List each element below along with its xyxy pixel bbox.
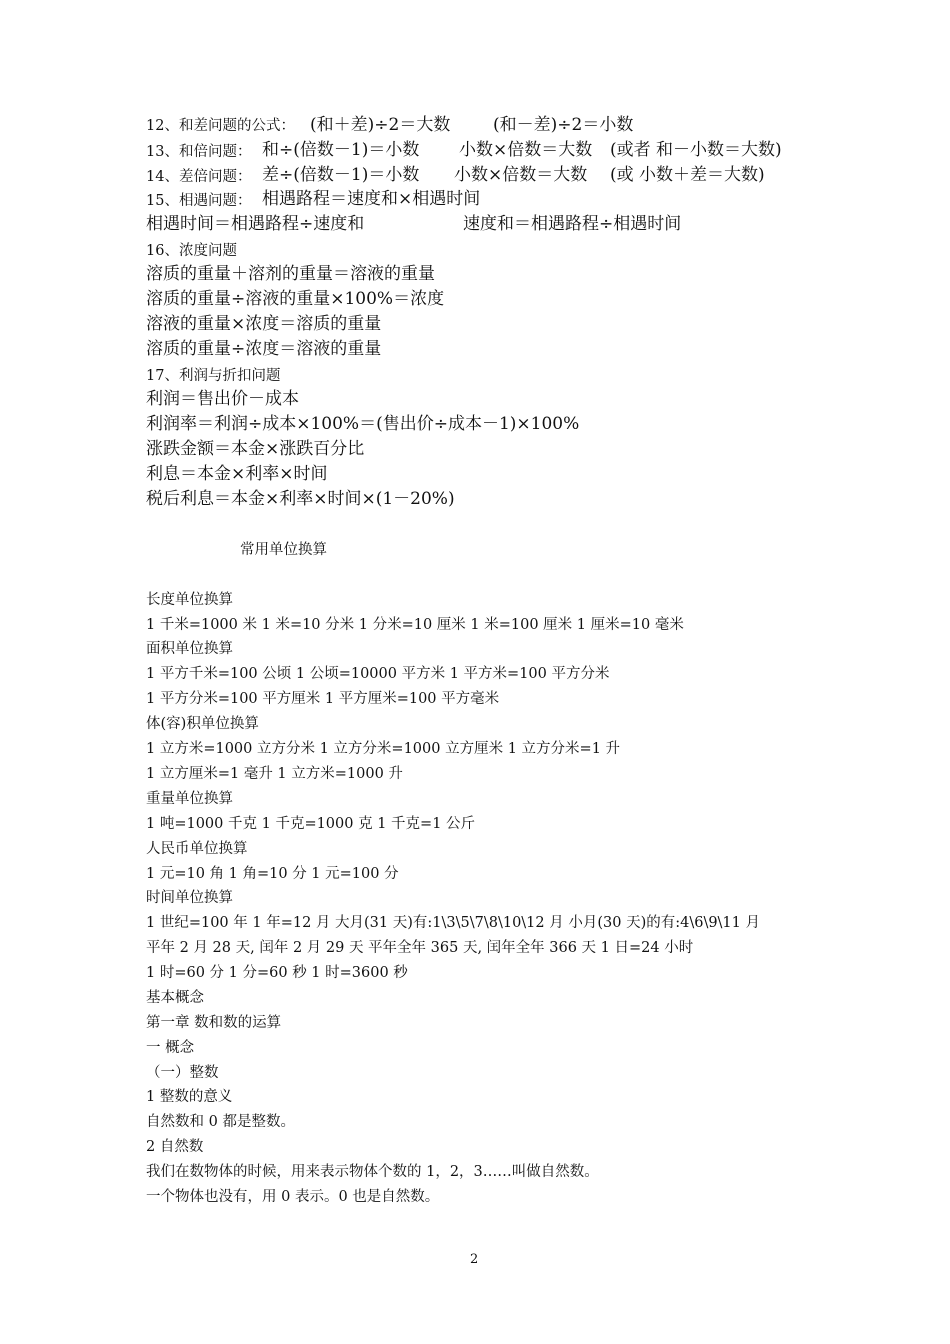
problem-15-formula-2: 相遇时间＝相遇路程÷速度和: [146, 214, 365, 234]
profit-formula-2: 利润率＝利润÷成本×100%＝(售出价÷成本－1)×100%: [146, 414, 580, 434]
problem-15-formula-3: 速度和＝相遇路程÷相遇时间: [463, 214, 682, 234]
concentration-formula-4: 溶质的重量÷浓度＝溶液的重量: [146, 339, 382, 359]
item-2-text-1: 我们在数物体的时候，用来表示物体个数的 1，2，3……叫做自然数。: [146, 1164, 599, 1180]
problem-13-formula-2: 小数×倍数＝大数: [459, 140, 593, 160]
time-units-line-3: 1 时=60 分 1 分=60 秒 1 时=3600 秒: [146, 965, 408, 981]
problem-14-formula-2: 小数×倍数＝大数: [454, 165, 588, 185]
problem-12-formula-2: (和－差)÷2＝小数: [493, 115, 634, 135]
chapter-heading: 第一章 数和数的运算: [146, 1015, 282, 1031]
profit-formula-1: 利润＝售出价－成本: [146, 389, 299, 409]
subsection-heading: （一）整数: [146, 1065, 219, 1081]
profit-formula-5: 税后利息＝本金×利率×时间×(1－20%): [146, 489, 455, 509]
time-units-line-2: 平年 2 月 28 天, 闰年 2 月 29 天 平年全年 365 天, 闰年全年 366 天 1 日=24 小时: [146, 940, 694, 956]
time-units-heading: 时间单位换算: [146, 890, 233, 906]
item-2-heading: 2 自然数: [146, 1139, 204, 1155]
area-units-heading: 面积单位换算: [146, 641, 233, 657]
problem-13-formula-1: 和÷(倍数－1)＝小数: [262, 140, 420, 160]
basic-concepts-heading: 基本概念: [146, 990, 204, 1006]
rmb-units-line: 1 元=10 角 1 角=10 分 1 元=100 分: [146, 866, 399, 882]
concentration-formula-2: 溶质的重量÷溶液的重量×100%＝浓度: [146, 289, 445, 309]
concentration-formula-3: 溶液的重量×浓度＝溶质的重量: [146, 314, 382, 334]
item-1-heading: 1 整数的意义: [146, 1089, 233, 1105]
length-units-line: 1 千米=1000 米 1 米=10 分米 1 分米=10 厘米 1 米=100 厘米 1 厘米=10 毫米: [146, 617, 684, 633]
item-1-text: 自然数和 0 都是整数。: [146, 1114, 295, 1130]
problem-16-heading: 16、浓度问题: [146, 243, 237, 259]
item-2-text-2: 一个物体也没有，用 0 表示。0 也是自然数。: [146, 1189, 440, 1205]
page-number: 2: [470, 1252, 479, 1267]
concentration-formula-1: 溶质的重量＋溶剂的重量＝溶液的重量: [146, 264, 435, 284]
time-units-line-1: 1 世纪=100 年 1 年=12 月 大月(31 天)有:1\3\5\7\8\10\12 月 小月(30 天)的有:4\6\9\11 月: [146, 915, 760, 931]
problem-14-formula-1: 差÷(倍数－1)＝小数: [262, 165, 420, 185]
problem-13-label: 13、和倍问题：: [146, 144, 252, 160]
problem-17-heading: 17、利润与折扣问题: [146, 368, 281, 384]
problem-13-formula-3: (或者 和－小数＝大数): [610, 140, 782, 160]
units-section-title: 常用单位换算: [240, 542, 327, 558]
weight-units-line: 1 吨=1000 千克 1 千克=1000 克 1 千克=1 公斤: [146, 816, 476, 832]
area-units-line-2: 1 平方分米=100 平方厘米 1 平方厘米=100 平方毫米: [146, 691, 500, 707]
problem-12-label: 12、和差问题的公式：: [146, 118, 295, 134]
area-units-line-1: 1 平方千米=100 公顷 1 公顷=10000 平方米 1 平方米=100 平方分米: [146, 666, 610, 682]
problem-14-label: 14、差倍问题：: [146, 169, 252, 185]
rmb-units-heading: 人民币单位换算: [146, 841, 248, 857]
length-units-heading: 长度单位换算: [146, 592, 233, 608]
volume-units-line-1: 1 立方米=1000 立方分米 1 立方分米=1000 立方厘米 1 立方分米=1 升: [146, 741, 621, 757]
problem-14-formula-3: (或 小数＋差＝大数): [610, 165, 765, 185]
profit-formula-3: 涨跌金额＝本金×涨跌百分比: [146, 439, 365, 459]
problem-15-label: 15、相遇问题：: [146, 193, 252, 209]
problem-12-formula-1: (和＋差)÷2＝大数: [310, 115, 451, 135]
weight-units-heading: 重量单位换算: [146, 791, 233, 807]
profit-formula-4: 利息＝本金×利率×时间: [146, 464, 328, 484]
volume-units-line-2: 1 立方厘米=1 毫升 1 立方米=1000 升: [146, 766, 403, 782]
section-heading: 一 概念: [146, 1040, 195, 1056]
problem-15-formula-1: 相遇路程＝速度和×相遇时间: [262, 189, 481, 209]
volume-units-heading: 体(容)积单位换算: [146, 716, 259, 732]
